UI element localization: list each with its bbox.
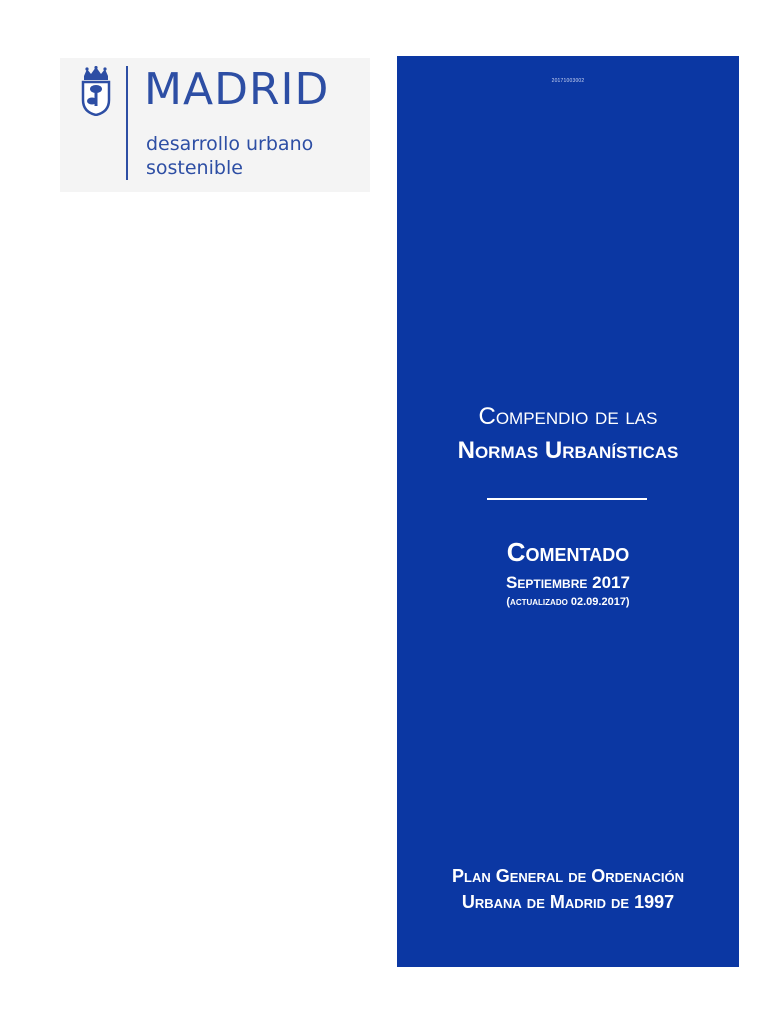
document-code: 20171003002: [551, 78, 585, 84]
logo-tagline-line1: desarrollo urbano: [146, 133, 314, 155]
logo-divider: [126, 66, 128, 180]
logo-tagline-line2: sostenible: [146, 157, 243, 179]
subtitle: Comentado: [506, 537, 630, 567]
title-divider: [487, 498, 647, 500]
publication-date: Septiembre 2017: [506, 573, 630, 592]
title-line1: Compendio de las: [478, 403, 658, 430]
cover-panel: [397, 56, 739, 967]
logo-city-name: MADRID: [144, 64, 330, 115]
madrid-coat-of-arms-icon: [78, 66, 114, 116]
plan-title-line1: Plan General de Ordenación: [452, 866, 684, 886]
madrid-logo: [60, 58, 370, 192]
logo-tagline: [146, 132, 313, 180]
plan-title-line2: Urbana de Madrid de 1997: [461, 892, 675, 912]
title-line2: Normas Urbanísticas: [457, 437, 679, 464]
update-note: (actualizado 02.09.2017): [506, 596, 630, 608]
